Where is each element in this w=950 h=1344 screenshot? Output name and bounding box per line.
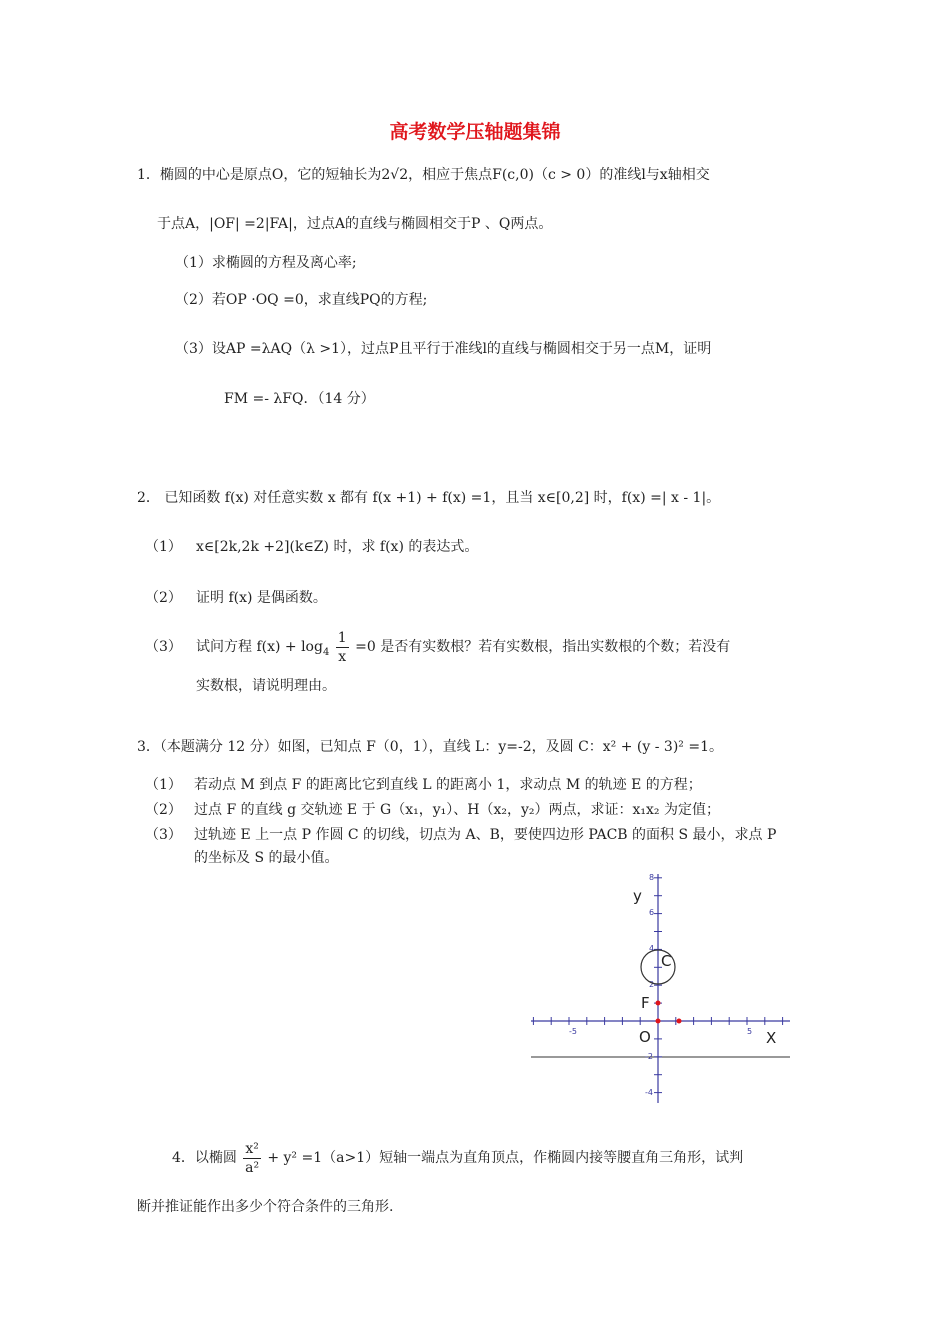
- page-title: 高考数学压轴题集锦: [389, 121, 561, 143]
- q3-part2: 过点 F 的直线 g 交轨迹 E 于 G（x₁，y₁）、H（x₂，y₂）两点，求证：x₁x₂ 为定值；: [194, 802, 720, 818]
- tick-label-y-2: 2: [649, 980, 655, 989]
- point-origin: [656, 1019, 661, 1024]
- x-axis-label: X: [766, 1029, 777, 1047]
- tick-label-y-neg4: -4: [645, 1088, 653, 1097]
- tick-label-x-neg5: -5: [569, 1027, 577, 1036]
- fraction-denominator: x: [338, 648, 347, 665]
- q4-post: + y² =1（a>1）短轴一端点为直角顶点，作椭圆内接等腰直角三角形，试判: [267, 1150, 744, 1166]
- y-axis-label: y: [633, 887, 642, 905]
- tick-label-y-4: 4: [649, 944, 655, 953]
- q1-part2: （2）若OP ·OQ =0，求直线PQ的方程;: [175, 292, 428, 308]
- q2-part3-post: =0 是否有实数根？若有实数根，指出实数根的个数；若没有: [355, 639, 731, 655]
- q2-part3: [196, 627, 730, 673]
- coordinate-figure: [525, 868, 795, 1108]
- q4-line1: [172, 1138, 743, 1178]
- q1-part3-cont: FM =- λFQ．（14 分）: [224, 391, 375, 407]
- q3-part2-number: （2）: [145, 802, 182, 818]
- tick-label-y-neg2: -2: [645, 1052, 653, 1061]
- log-base: 4: [322, 646, 330, 658]
- q2-part2: 证明 f(x) 是偶函数。: [196, 590, 327, 606]
- q2-part3-pre: 试问方程 f(x) + log: [196, 639, 323, 655]
- tick-label-x-5: 5: [747, 1027, 753, 1036]
- origin-label: O: [639, 1028, 651, 1046]
- q2-part3-cont: 实数根，请说明理由。: [196, 678, 336, 694]
- point-f: [656, 1001, 661, 1006]
- fraction-denominator: a²: [245, 1159, 260, 1176]
- q3-line1: 3．（本题满分 12 分）如图，已知点 F（0，1），直线 L：y=-2，及圆 C：x² + (y - 3)² =1。: [137, 739, 723, 755]
- q1-part1: （1）求椭圆的方程及离心率;: [175, 255, 357, 271]
- tick-label-y-6: 6: [649, 908, 655, 917]
- fraction-x2-over-a2: [243, 1140, 261, 1177]
- q3-part3-number: （3）: [145, 827, 182, 843]
- q2-part1: x∈[2k,2k +2](k∈Z) 时，求 f(x) 的表达式。: [196, 539, 479, 555]
- q4-pre: 4．以椭圆: [172, 1150, 237, 1166]
- circle-label: C: [661, 952, 672, 970]
- q2-part2-number: （2）: [145, 590, 182, 606]
- q1-line2: 于点A，|OF| =2|FA|，过点A的直线与椭圆相交于P 、Q两点。: [157, 216, 553, 232]
- q4-line2: 断并推证能作出多少个符合条件的三角形.: [137, 1199, 394, 1215]
- point-on-x-axis: [677, 1019, 682, 1024]
- q2-part3-number: （3）: [145, 639, 182, 655]
- q3-part1-number: （1）: [145, 777, 182, 793]
- fraction-numerator: 1: [337, 629, 347, 646]
- fraction-numerator: x²: [245, 1140, 259, 1157]
- q3-part3: 过轨迹 E 上一点 P 作圆 C 的切线，切点为 A、B，要使四边形 PACB 的面积 S 最小，求点 P: [194, 827, 777, 843]
- q3-part3-cont: 的坐标及 S 的最小值。: [194, 850, 339, 866]
- q1-line1: 1．椭圆的中心是原点O，它的短轴长为2√2，相应于焦点F(c,0)（c > 0）的准线l与x轴相交: [137, 167, 710, 183]
- q3-part1: 若动点 M 到点 F 的距离比它到直线 L 的距离小 1，求动点 M 的轨迹 E 的方程；: [194, 777, 702, 793]
- q2-line1: 2． 已知函数 f(x) 对任意实数 x 都有 f(x +1) + f(x) =1，且当 x∈[0,2] 时，f(x) =| x - 1|。: [137, 490, 721, 506]
- tick-label-y-8: 8: [649, 873, 655, 882]
- q1-part3: （3）设AP =λAQ（λ >1），过点P且平行于准线l的直线与椭圆相交于另一点M，证明: [175, 341, 712, 357]
- fraction-one-over-x: [336, 629, 349, 666]
- focus-label: F: [641, 994, 650, 1012]
- q2-part1-number: （1）: [145, 539, 182, 555]
